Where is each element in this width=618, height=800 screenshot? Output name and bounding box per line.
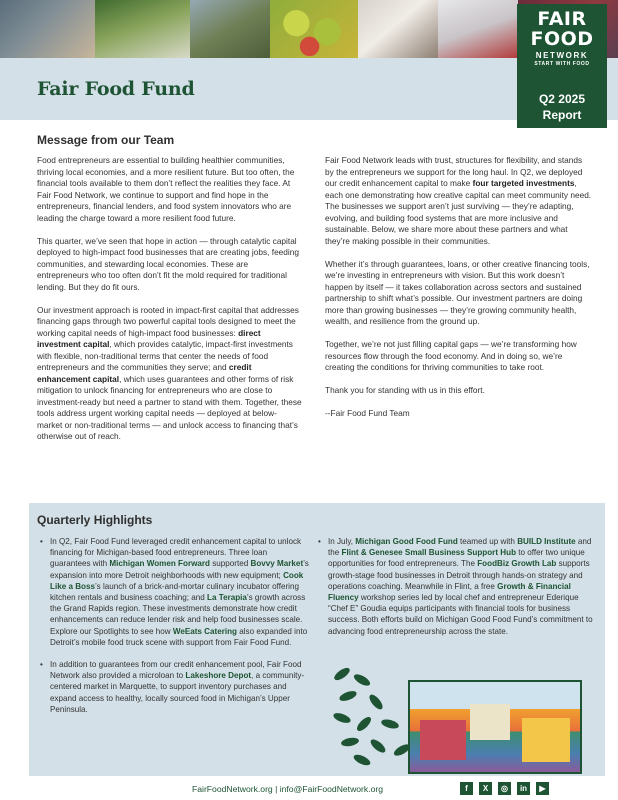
message-heading: Message from our Team [37,133,175,147]
message-signature: --Fair Food Fund Team [325,408,410,418]
org-name: La Terapia [207,593,247,603]
highlights-left-list [37,536,309,726]
logo-line-fair: FAIR [537,8,587,30]
lakeshore-depot-photo [408,680,582,774]
direct-investment-term: direct investment capital [37,327,261,349]
woman-with-produce-photo [0,0,95,58]
bullet: • [318,537,321,546]
highlights-right-list [315,536,595,648]
message-paragraph: Thank you for standing with us in this effort. [325,385,485,395]
message-right-column [325,155,593,431]
message-paragraph: Whether it’s through guarantees, loans, or other creative financing tools, we’re investing in entrepreneurs with vision. But this work doesn’t happen by itself — it takes collaboration across sectors and sustained partnership to shift what’s possible. Our investment partners are doing more than growing businesses — they’re growing community health, wealth, and resilience from the ground up. [325,258,590,326]
logo-line-food: FOOD [530,28,594,50]
message-paragraph: Together, we’re not just filling capital gaps — we’re transforming how resources flow through the food economy. And in doing so, we’re creating the conditions for thriving communities to take root. [325,339,577,372]
website-link[interactable]: FairFoodNetwork.org [192,784,273,794]
footer-separator: | [275,784,278,794]
report-quarter: Q2 2025 [538,92,586,106]
highlight-item: • In addition to guarantees from our credit enhancement pool, Fair Food Network also provided a microloan to Lakeshore Depot, a community-centered market in Marquette, to support inventory purchases and expand access to healthy, locally sourced food in Michigan’s Upper Peninsula. [40,660,305,714]
message-paragraph: Food entrepreneurs are essential to building healthier communities, thriving local economies, and a more resilient future. But too often, the financial tools available to them don’t reflect the realities they face. At Fair Food Network, we continue to support and find hope in the entrepreneurs, financial lenders, and food system innovators who are leading the charge toward a more resilient food future. [37,155,295,223]
facebook-icon[interactable]: f [460,782,473,795]
report-label: Report [542,108,582,122]
youtube-icon[interactable]: ▶ [536,782,549,795]
couple-farmers-photo [190,0,270,58]
targeted-investments-term: four targeted investments [472,178,575,188]
org-name: BUILD Institute [517,537,576,546]
bullet: • [40,537,43,546]
fair-food-network-logo[interactable] [517,4,607,128]
instagram-icon[interactable]: ◎ [498,782,511,795]
org-name: WeEats Catering [172,626,237,636]
message-paragraph: Fair Food Network leads with trust, structures for flexibility, and stands by the entrepreneurs we support for the long haul. In Q2, we deployed our credit enhancement capital to make four targeted investments, each one demonstrating how creative capital can meet community need. The businesses we support aren’t just surviving — they’re adapting, evolving, and building food systems that are more inclusive and sustainable. Below, we share more about these partners and what they’re making possible in their communities. [325,155,592,246]
message-left-column [37,155,302,454]
logo-line-network: NETWORK [535,51,589,60]
linkedin-icon[interactable]: in [517,782,530,795]
org-name: Lakeshore Depot [185,671,252,681]
milk-bottles-photo [438,0,518,58]
logo-tagline: START WITH FOOD [534,61,590,67]
org-name: Michigan Women Forward [109,559,210,569]
message-paragraph: Our investment approach is rooted in impact-first capital that addresses financing gaps through two powerful capital tools designed to meet the working capital needs of high-impact food businesses: direct investment capital, which provides catalytic, impact-first investments with flexible, non-traditional terms that center the needs of food entrepreneurs and the communities they serve; and credit enhancement capital, which uses guarantees and other forms of risk mitigation to unlock financing for entrepreneurs who are close to investment-ready but need a partner to stand with them. Together, these tools address urgent working capital needs — deployed at below-market or non-traditional terms — and unlock access to financing that’s otherwise out of reach. [37,304,302,441]
leaf-decoration-icon [328,660,416,770]
email-link[interactable]: info@FairFoodNetwork.org [279,784,384,794]
org-name: Bovvy Market [250,559,304,569]
leafy-greens-photo [95,0,190,58]
credit-enhancement-term: credit enhancement capital [37,362,252,384]
program-name: FoodBiz Growth Lab [477,559,557,569]
org-name: Cook Like a Boss [50,570,304,591]
message-paragraph: This quarter, we’ve seen that hope in action — through catalytic capital deployed to high-impact food businesses that are creating jobs, feeding communities, and stewarding local economies. These are entrepreneurs who too often don’t fit the mold required for traditional lending. But they do fit ours. [37,235,299,292]
org-name: Michigan Good Food Fund [355,537,458,546]
highlight-item: • In Q2, Fair Food Fund leveraged credit enhancement capital to unlock financing for Michigan-based food entrepreneurs. Three loan guarantees with Michigan Women Forward supported Bovvy Market’s expansion into more Detroit neighborhoods with new equipment; Cook Like a Boss’s launch of a brick-and-mortar culinary incubator offering kitchen rentals and business coaching; and La Terapia’s growth across the Grand Rapids region. These investments demonstrate how credit enhancements can reduce lender risk and help food businesses scale. Explore our Spotlights to see how WeEats Catering also expanded into Detroit’s mobile food truck scene with support from Fair Food Fund. [40,537,309,647]
program-name: Growth & Financial Fluency [328,581,571,603]
apples-photo [270,0,358,58]
org-name: Flint & Genesee Small Business Support Hub [341,548,517,558]
x-icon[interactable]: X [479,782,492,795]
bullet: • [40,660,43,670]
page-title: Fair Food Fund [37,78,195,100]
chef-photo [358,0,438,58]
highlights-heading: Quarterly Highlights [37,513,153,527]
footer-contact [192,784,383,794]
highlight-item: • In July, Michigan Good Food Fund teamed up with BUILD Institute and the Flint & Genesee Small Business Support Hub to offer two unique opportunities for food entrepreneurs. The FoodBiz Growth Lab supports growth-stage food businesses in Detroit through hands-on strategy and operations coaching. Meanwhile in Flint, a free Growth & Financial Fluency workshop series led by local chef and entrepreneur Ederique “Chef E” Goudia equips participants with financial tools for business success. Both efforts build on Michigan Good Food Fund’s commitment to advancing food entrepreneurship across the state. [318,537,593,636]
